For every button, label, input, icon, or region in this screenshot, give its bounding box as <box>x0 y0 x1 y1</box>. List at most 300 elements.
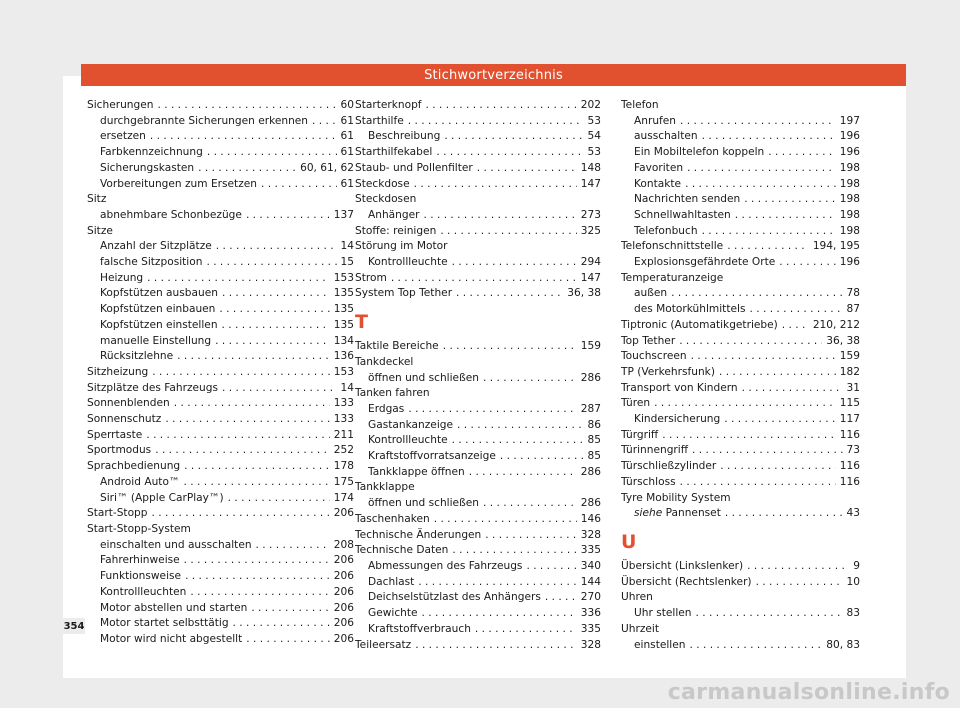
index-subentry <box>355 465 601 481</box>
entry-page-ref: 135 <box>333 318 354 331</box>
entry-label: Übersicht (Rechtslenker) <box>621 575 752 588</box>
entry-page-ref: 206 <box>333 585 354 598</box>
dot-leader <box>452 433 584 449</box>
entry-page-ref: 198 <box>839 208 860 221</box>
entry-label: Tanken fahren <box>355 387 430 400</box>
index-subentry <box>621 177 860 193</box>
dot-leader <box>702 129 836 145</box>
index-entry <box>355 192 601 208</box>
dot-leader <box>185 569 330 585</box>
entry-label: Erdgas <box>368 402 405 415</box>
entry-page-ref: 135 <box>333 287 354 300</box>
entry-page-ref: 208 <box>333 538 354 551</box>
index-entry <box>621 559 860 575</box>
index-subentry <box>87 239 354 255</box>
entry-label: Teileersatz <box>355 638 412 651</box>
entry-label: Anzahl der Sitzplätze <box>100 240 212 253</box>
entry-label: Android Auto™ <box>100 475 180 488</box>
entry-label: Start-Stopp-System <box>87 522 191 535</box>
entry-prefix: siehe <box>634 507 663 520</box>
entry-page-ref: 61 <box>340 130 354 143</box>
dot-leader <box>157 98 336 114</box>
dot-leader <box>727 239 809 255</box>
entry-page-ref: 336 <box>580 607 601 620</box>
section-title: Stichwortverzeichnis <box>424 67 563 83</box>
entry-page-ref: 14 <box>340 240 354 253</box>
index-subentry <box>87 538 354 554</box>
dot-leader <box>207 145 337 161</box>
entry-label: außen <box>634 287 668 300</box>
entry-label: Deichselstützlast des Anhängers <box>368 591 541 604</box>
entry-page-ref: 137 <box>333 208 354 221</box>
entry-page-ref: 206 <box>333 632 354 645</box>
entry-label: Anrufen <box>634 114 676 127</box>
index-entry <box>355 239 601 255</box>
entry-page-ref: 196 <box>839 130 860 143</box>
entry-label: falsche Sitzposition <box>100 256 203 269</box>
entry-label: Gewichte <box>368 607 418 620</box>
entry-page-ref: 286 <box>580 465 601 478</box>
index-entry <box>355 114 601 130</box>
dot-leader <box>222 381 337 397</box>
entry-label: Taktile Bereiche <box>355 340 439 353</box>
entry-label: Tankdeckel <box>355 355 414 368</box>
index-entry <box>621 365 860 381</box>
index-subentry <box>87 177 354 193</box>
entry-page-ref: 147 <box>580 271 601 284</box>
entry-label: Taschenhaken <box>355 512 430 525</box>
entry-page-ref: 78 <box>846 287 860 300</box>
index-subentry <box>87 585 354 601</box>
index-subentry <box>87 271 354 287</box>
index-entry <box>355 145 601 161</box>
index-letter-heading: T <box>355 311 368 334</box>
entry-label: Motor abstellen und starten <box>100 601 248 614</box>
dot-leader <box>228 491 330 507</box>
index-subentry <box>355 402 601 418</box>
index-subentry <box>621 638 860 654</box>
index-subentry <box>621 302 860 318</box>
dot-leader <box>190 585 329 601</box>
entry-label: Farbkennzeichnung <box>100 146 203 159</box>
index-entry <box>87 459 354 475</box>
dot-leader <box>184 475 330 491</box>
dot-leader <box>261 177 337 193</box>
dot-leader <box>671 286 842 302</box>
index-subentry <box>621 208 860 224</box>
entry-page-ref: 53 <box>587 114 601 127</box>
entry-page-ref: 287 <box>580 402 601 415</box>
entry-page-ref: 335 <box>580 622 601 635</box>
page-number: 354 <box>63 618 85 634</box>
index-letter-heading: U <box>621 530 637 553</box>
entry-label: System Top Tether <box>355 287 453 300</box>
entry-label: Kopfstützen ausbauen <box>100 287 218 300</box>
dot-leader <box>735 208 836 224</box>
index-subentry <box>355 449 601 465</box>
dot-leader <box>749 302 842 318</box>
dot-leader <box>691 349 836 365</box>
entry-label: abnehmbare Schonbezüge <box>100 208 242 221</box>
index-entry <box>621 475 860 491</box>
dot-leader <box>246 208 330 224</box>
entry-page-ref: 196 <box>839 146 860 159</box>
entry-label: Türen <box>621 397 651 410</box>
index-subentry <box>87 302 354 318</box>
dot-leader <box>680 475 836 491</box>
dot-leader <box>685 177 836 193</box>
dot-leader <box>415 638 577 654</box>
entry-label: Telefonschnittstelle <box>621 240 724 253</box>
entry-page-ref: 36, 38 <box>826 334 860 347</box>
entry-page-ref: 61 <box>340 146 354 159</box>
index-entry <box>87 428 354 444</box>
entry-page-ref: 206 <box>333 570 354 583</box>
entry-label: Tiptronic (Automatikgetriebe) <box>621 318 778 331</box>
entry-label: Kopfstützen einstellen <box>100 318 218 331</box>
index-subentry <box>621 145 860 161</box>
dot-leader <box>779 255 835 271</box>
entry-label: Sitzheizung <box>87 365 149 378</box>
entry-label: Sportmodus <box>87 444 152 457</box>
index-subentry <box>355 129 601 145</box>
index-subentry <box>621 161 860 177</box>
dot-leader <box>152 365 329 381</box>
index-subentry <box>621 192 860 208</box>
dot-leader <box>184 553 330 569</box>
entry-label: Motor wird nicht abgestellt <box>100 632 243 645</box>
entry-label: Sicherungen <box>87 99 154 111</box>
entry-page-ref: 198 <box>839 224 860 237</box>
entry-label: Touchscreen <box>621 350 687 363</box>
entry-label: Beschreibung <box>368 130 441 143</box>
entry-label: Tankklappe <box>355 481 415 494</box>
index-entry <box>87 365 354 381</box>
dot-leader <box>742 381 843 397</box>
entry-label: Tankklappe öffnen <box>368 465 465 478</box>
entry-label: Abmessungen des Fahrzeugs <box>368 559 523 572</box>
entry-label: Sperrtaste <box>87 428 143 441</box>
index-entry <box>621 381 860 397</box>
entry-label: öffnen und schließen <box>368 371 479 384</box>
dot-leader <box>756 575 843 591</box>
dot-leader <box>391 271 577 287</box>
entry-label: Kontrollleuchte <box>368 434 448 447</box>
entry-label: Starthilfe <box>355 114 404 127</box>
index-subentry <box>355 575 601 591</box>
entry-label: Sonnenschutz <box>87 413 162 426</box>
dot-leader <box>434 512 577 528</box>
entry-page-ref: 196 <box>839 256 860 269</box>
entry-page-ref: 146 <box>580 512 601 525</box>
index-subentry <box>87 114 354 130</box>
index-column-1 <box>87 98 354 648</box>
entry-page-ref: 134 <box>333 334 354 347</box>
entry-label: Motor startet selbsttätig <box>100 617 229 630</box>
entry-page-ref: 85 <box>587 450 601 463</box>
index-entry <box>355 480 601 496</box>
entry-page-ref: 335 <box>580 544 601 557</box>
entry-page-ref: 43 <box>846 507 860 520</box>
entry-label: Sicherungskasten <box>100 161 195 174</box>
index-subentry <box>355 418 601 434</box>
entry-page-ref: 61 <box>340 114 354 127</box>
entry-label: Störung im Motor <box>355 240 448 253</box>
dot-leader <box>662 428 836 444</box>
entry-label: Funktionsweise <box>100 570 182 583</box>
entry-label: Heizung <box>100 271 144 284</box>
dot-leader <box>408 114 584 130</box>
entry-page-ref: 202 <box>580 99 601 111</box>
entry-label: Steckdosen <box>355 193 417 206</box>
dot-leader <box>483 371 577 387</box>
dot-leader <box>414 177 577 193</box>
index-entry <box>355 638 601 654</box>
entry-page-ref: 54 <box>587 130 601 143</box>
dot-leader <box>216 239 337 255</box>
dot-leader <box>689 638 822 654</box>
dot-leader <box>457 418 584 434</box>
entry-page-ref: 73 <box>846 444 860 457</box>
dot-leader <box>725 506 843 522</box>
entry-page-ref: 175 <box>333 475 354 488</box>
index-subentry <box>355 371 601 387</box>
dot-leader <box>456 286 563 302</box>
dot-leader <box>687 161 836 177</box>
index-subentry <box>87 349 354 365</box>
entry-label: Nachrichten senden <box>634 193 741 206</box>
entry-label: Vorbereitungen zum Ersetzen <box>100 177 257 190</box>
index-entry <box>87 224 354 240</box>
index-subentry <box>87 569 354 585</box>
index-subentry <box>87 553 354 569</box>
dot-leader <box>782 318 809 334</box>
entry-label: ersetzen <box>100 130 146 143</box>
index-subentry <box>87 129 354 145</box>
entry-page-ref: 133 <box>333 413 354 426</box>
entry-page-ref: 80, 83 <box>826 638 860 651</box>
entry-label: Kraftstoffvorratsanzeige <box>368 450 496 463</box>
entry-page-ref: 60, 61, 62 <box>300 161 354 174</box>
entry-label: Gastankanzeige <box>368 418 453 431</box>
entry-page-ref: 148 <box>580 161 601 174</box>
entry-page-ref: 198 <box>839 193 860 206</box>
dot-leader <box>215 334 330 350</box>
index-entry <box>621 349 860 365</box>
index-column-3 <box>621 98 860 653</box>
index-entry <box>621 590 860 606</box>
dot-leader <box>422 606 577 622</box>
entry-page-ref: 133 <box>333 397 354 410</box>
dot-leader <box>440 224 576 240</box>
index-subentry <box>621 129 860 145</box>
dot-leader <box>146 428 329 444</box>
entry-page-ref: 15 <box>340 256 354 269</box>
entry-label: Türgriff <box>621 428 659 441</box>
index-subentry <box>355 590 601 606</box>
entry-page-ref: 36, 38 <box>567 287 601 300</box>
entry-label: Türschloss <box>621 475 676 488</box>
index-subentry <box>87 491 354 507</box>
entry-label: Türinnengriff <box>621 444 689 457</box>
dot-leader <box>436 145 583 161</box>
dot-leader <box>702 224 836 240</box>
index-entry <box>355 386 601 402</box>
entry-page-ref: 159 <box>839 350 860 363</box>
entry-label: Start-Stopp <box>87 507 148 520</box>
entry-label: Uhren <box>621 591 653 604</box>
index-subentry <box>355 433 601 449</box>
entry-page-ref: 10 <box>846 575 860 588</box>
index-subentry <box>621 255 860 271</box>
entry-page-ref: 286 <box>580 497 601 510</box>
index-entry <box>87 98 354 114</box>
index-entry <box>355 512 601 528</box>
dot-leader <box>443 339 577 355</box>
entry-page-ref: 60 <box>340 99 354 111</box>
index-entry <box>621 318 860 334</box>
index-subentry <box>87 286 354 302</box>
index-entry <box>621 443 860 459</box>
entry-label: Sitzplätze des Fahrzeugs <box>87 381 218 394</box>
dot-leader <box>312 114 336 130</box>
index-entry <box>87 443 354 459</box>
entry-label: Kontakte <box>634 177 682 190</box>
entry-label: Technische Daten <box>355 544 449 557</box>
index-entry <box>355 339 601 355</box>
entry-label: Kontrollleuchte <box>368 256 448 269</box>
entry-page-ref: 153 <box>333 365 354 378</box>
entry-label: Pannenset <box>665 507 721 520</box>
dot-leader <box>452 255 577 271</box>
index-entry <box>87 412 354 428</box>
index-entry <box>87 381 354 397</box>
entry-page-ref: 270 <box>580 591 601 604</box>
entry-label: einschalten und ausschalten <box>100 538 252 551</box>
dot-leader <box>444 129 583 145</box>
dot-leader <box>526 559 576 575</box>
index-entry <box>355 528 601 544</box>
index-subentry <box>87 616 354 632</box>
entry-label: Fahrerhinweise <box>100 554 180 567</box>
index-entry <box>621 459 860 475</box>
entry-label: Sprachbedienung <box>87 460 181 473</box>
index-subentry <box>87 255 354 271</box>
entry-label: Dachlast <box>368 575 415 588</box>
entry-page-ref: 325 <box>580 224 601 237</box>
index-entry <box>621 98 860 114</box>
entry-page-ref: 211 <box>333 428 354 441</box>
index-subentry <box>355 622 601 638</box>
dot-leader <box>174 396 330 412</box>
index-entry <box>621 271 860 287</box>
entry-label: des Motorkühlmittels <box>634 303 746 316</box>
dot-leader <box>222 318 330 334</box>
index-subentry <box>87 161 354 177</box>
entry-label: Starthilfekabel <box>355 146 433 159</box>
index-entry <box>621 239 860 255</box>
index-entry <box>87 522 354 538</box>
dot-leader <box>680 114 836 130</box>
index-subentry <box>621 412 860 428</box>
index-subentry <box>355 606 601 622</box>
entry-page-ref: 9 <box>853 559 860 572</box>
dot-leader <box>696 606 843 622</box>
index-subentry <box>621 224 860 240</box>
dot-leader <box>477 161 577 177</box>
entry-label: Sitze <box>87 224 113 237</box>
index-entry <box>87 396 354 412</box>
entry-label: Sitz <box>87 193 107 206</box>
index-subentry <box>87 334 354 350</box>
entry-page-ref: 206 <box>333 507 354 520</box>
entry-label: Kindersicherung <box>634 413 721 426</box>
entry-page-ref: 116 <box>839 460 860 473</box>
entry-page-ref: 147 <box>580 177 601 190</box>
entry-label: ausschalten <box>634 130 698 143</box>
dot-leader <box>452 543 576 559</box>
index-entry <box>87 192 354 208</box>
index-subentry <box>621 506 860 522</box>
index-entry <box>355 98 601 114</box>
dot-leader <box>475 622 577 638</box>
entry-label: Steckdose <box>355 177 410 190</box>
entry-label: Tyre Mobility System <box>621 491 731 504</box>
index-subentry <box>87 632 354 648</box>
entry-label: Sonnenblenden <box>87 397 170 410</box>
entry-label: manuelle Einstellung <box>100 334 212 347</box>
entry-label: Türschließzylinder <box>621 460 717 473</box>
entry-page-ref: 14 <box>340 381 354 394</box>
index-entry <box>355 543 601 559</box>
dot-leader <box>744 192 836 208</box>
entry-label: Schnellwahltasten <box>634 208 731 221</box>
entry-page-ref: 197 <box>839 114 860 127</box>
dot-leader <box>147 271 330 287</box>
index-subentry <box>355 208 601 224</box>
entry-page-ref: 116 <box>839 475 860 488</box>
dot-leader <box>692 443 843 459</box>
entry-page-ref: 85 <box>587 434 601 447</box>
dot-leader <box>152 506 330 522</box>
dot-leader <box>679 334 822 350</box>
entry-page-ref: 135 <box>333 303 354 316</box>
entry-label: Starterknopf <box>355 99 422 111</box>
dot-leader <box>155 443 330 459</box>
entry-label: Kontrollleuchten <box>100 585 187 598</box>
dot-leader <box>469 465 577 481</box>
entry-label: einstellen <box>634 638 686 651</box>
entry-page-ref: 53 <box>587 146 601 159</box>
entry-label: Anhänger <box>368 208 420 221</box>
entry-page-ref: 178 <box>333 460 354 473</box>
index-entry <box>621 622 860 638</box>
dot-leader <box>233 616 330 632</box>
index-entry <box>355 177 601 193</box>
dot-leader <box>408 402 576 418</box>
entry-label: Kraftstoffverbrauch <box>368 622 471 635</box>
dot-leader <box>747 559 849 575</box>
entry-label: Explosionsgefährdete Orte <box>634 256 776 269</box>
entry-label: Staub- und Pollenfilter <box>355 161 473 174</box>
entry-page-ref: 117 <box>839 413 860 426</box>
dot-leader <box>222 286 330 302</box>
index-subentry <box>87 208 354 224</box>
entry-page-ref: 144 <box>580 575 601 588</box>
dot-leader <box>206 255 336 271</box>
dot-leader <box>720 459 836 475</box>
dot-leader <box>150 129 337 145</box>
